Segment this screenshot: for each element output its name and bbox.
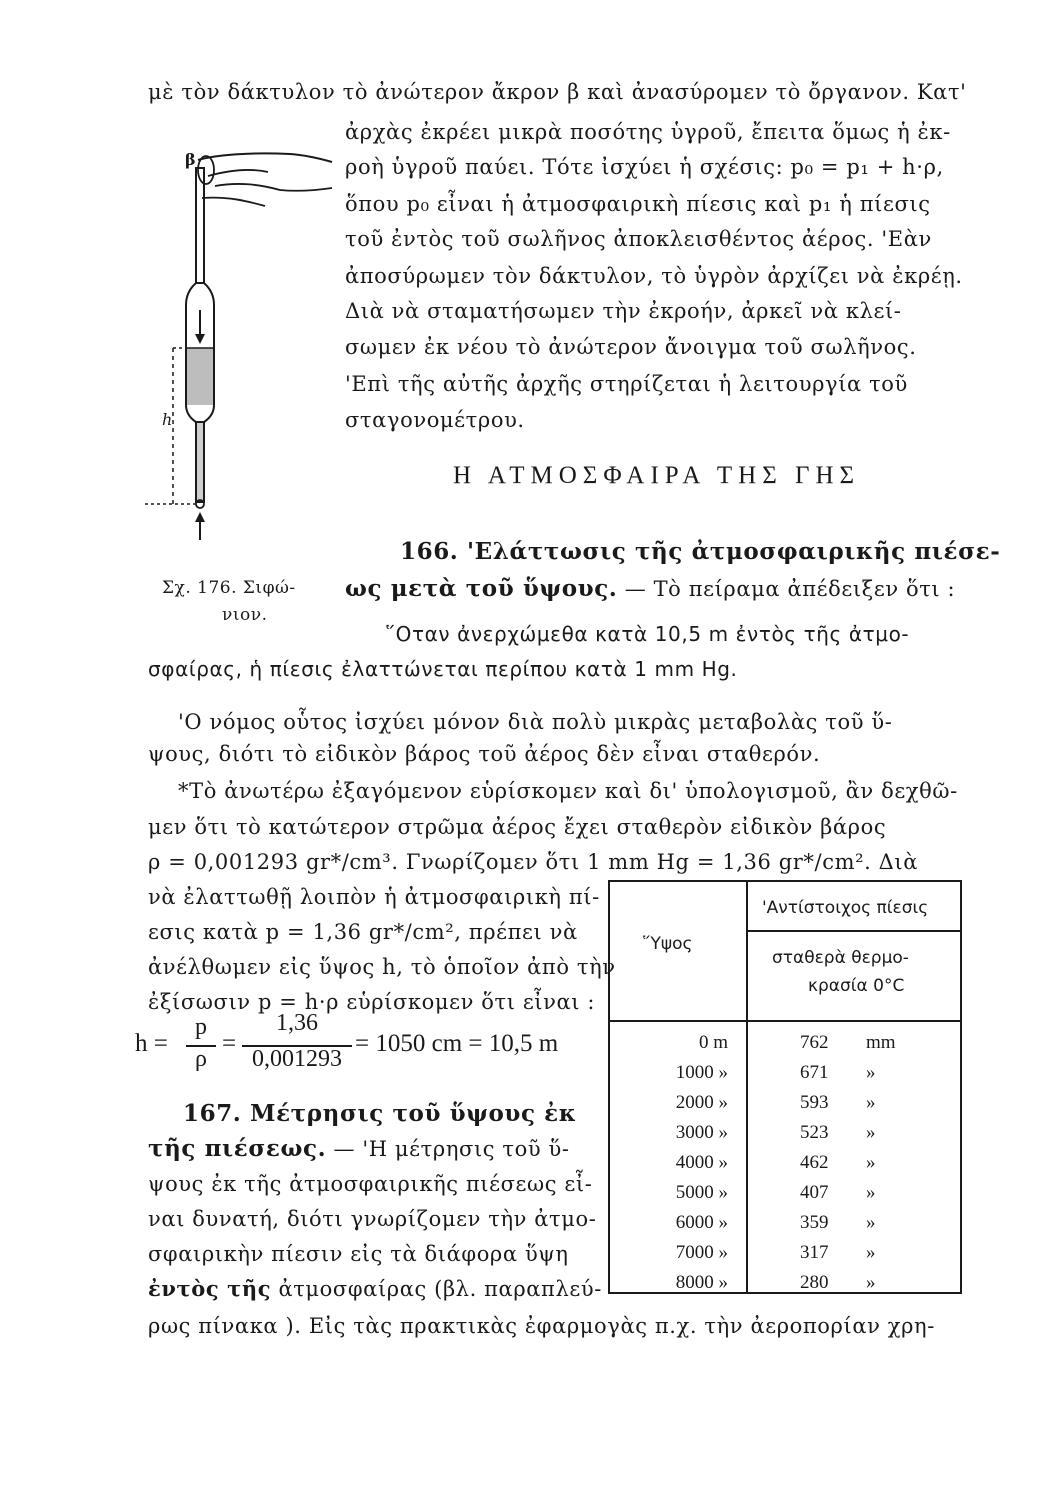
table-cell-pressure: 359 (800, 1212, 829, 1233)
table-cell-height: 2000 » (675, 1092, 728, 1113)
table-cell-height: 4000 » (675, 1152, 728, 1173)
formula-rhs: = 1050 cm = 10,5 m (355, 1030, 559, 1057)
table-subheader-cont: κρασία 0°C (808, 976, 905, 996)
table-cell-pressure: 462 (800, 1152, 829, 1173)
text-line: μὲ τὸν δάκτυλον τὸ ἀνώτερον ἄκρον β καὶ ἀνασύρομεν τὸ ὄργανον. Κατ' (148, 80, 967, 104)
text-line: Διὰ νὰ σταματήσωμεν τὴν ἐκροήν, ἀρκεῖ νὰ κλεί- (345, 299, 902, 323)
text-bold: ἐντὸς τῆς (148, 1276, 272, 1301)
fraction2-numerator: 1,36 (276, 1010, 318, 1036)
table-cell-unit: » (866, 1062, 876, 1083)
text-line: σωμεν ἐκ νέου τὸ ἀνώτερον ἄνοιγμα τοῦ σωλῆνος. (345, 335, 917, 359)
table-cell-unit: » (866, 1272, 876, 1293)
section-167-heading: 167. Μέτρησις τοῦ ὕψους ἐκ (183, 1100, 577, 1127)
table-cell-pressure: 593 (800, 1092, 829, 1113)
text-line: νὰ ἐλαττωθῇ λοιπὸν ἡ ἀτμοσφαιρικὴ πί- (148, 885, 600, 909)
table-cell-height: 8000 » (675, 1272, 728, 1293)
fraction1-numerator: p (195, 1014, 207, 1040)
figure-caption: Σχ. 176. Σιφώ- (162, 578, 296, 598)
text-line: ρ = 0,001293 gr*/cm³. Γνωρίζομεν ὅτι 1 mm Hg = 1,36 gr*/cm². Διὰ (148, 850, 919, 874)
law-statement-cont: σφαίρας, ἡ πίεσις ἐλαττώνεται περίπου κατὰ 1 mm Hg. (148, 657, 738, 681)
table-cell-unit: mm (866, 1032, 896, 1053)
table-divider-header (748, 930, 960, 932)
text-line: ἀνέλθωμεν εἰς ὕψος h, τὸ ὁποῖον ἀπὸ τὴν (148, 955, 616, 979)
text-line: ροὴ ὑγροῦ παύει. Τότε ἰσχύει ἡ σχέσις: p₀ = p₁ + h·ρ, (345, 155, 944, 179)
text-line: εσις κατὰ p = 1,36 gr*/cm², πρέπει νὰ (148, 920, 578, 944)
text-line: σφαιρικὴν πίεσιν εἰς τὰ διάφορα ὕψη (148, 1242, 569, 1266)
text-line: μεν ὅτι τὸ κατώτερον στρῶμα ἀέρος ἔχει σταθερὸν εἰδικὸν βάρος (148, 815, 887, 839)
table-cell-height: 6000 » (675, 1212, 728, 1233)
text-line: ναι δυνατή, διότι γνωρίζομεν τὴν ἀτμο- (148, 1207, 597, 1231)
altitude-pressure-table (608, 880, 962, 1294)
table-cell-pressure: 280 (800, 1272, 829, 1293)
text-line: 'Επὶ τῆς αὐτῆς ἀρχῆς στηρίζεται ἡ λειτουργία τοῦ (345, 372, 908, 396)
table-cell-unit: » (866, 1182, 876, 1203)
section-167-heading-cont (148, 1135, 570, 1163)
section-166-heading-cont (345, 575, 955, 603)
siphon-illustration (140, 140, 340, 560)
table-cell-unit: » (866, 1152, 876, 1173)
section-167-heading-rest: — 'Η μέτρησις τοῦ ὕ- (333, 1137, 570, 1161)
text-line: *Τὸ ἀνωτέρω ἐξαγόμενον εὑρίσκομεν καὶ δι' ὑπολογισμοῦ, ἂν δεχθῶ- (178, 779, 958, 803)
text-line: 'Ο νόμος οὗτος ἰσχύει μόνον διὰ πολὺ μικρὰς μεταβολὰς τοῦ ὕ- (178, 710, 893, 734)
formula-equals: = (222, 1030, 237, 1057)
table-cell-height: 0 m (698, 1032, 728, 1053)
table-cell-pressure: 317 (800, 1242, 829, 1263)
section-166-heading-bold: ως μετὰ τοῦ ὕψους. (345, 575, 618, 602)
text-line: ἐξίσωσιν p = h·ρ εὑρίσκομεν ὅτι εἶναι : (148, 990, 596, 1014)
table-cell-unit: » (866, 1242, 876, 1263)
table-cell-height: 7000 » (675, 1242, 728, 1263)
formula-lhs: h = (135, 1030, 168, 1057)
table-divider-vertical (746, 882, 748, 1292)
table-cell-unit: » (866, 1212, 876, 1233)
table-cell-pressure: 671 (800, 1062, 829, 1083)
fraction1-denominator: ρ (195, 1046, 207, 1072)
section-title: Η ΑΤΜΟΣΦΑΙΡΑ ΤΗΣ ΓΗΣ (453, 462, 861, 489)
text-line: τοῦ ἐντὸς τοῦ σωλῆνος ἀποκλεισθέντος ἀέρος. 'Εὰν (345, 227, 932, 251)
figure-label-h: h (162, 410, 173, 429)
text-line: ψους, διότι τὸ εἰδικὸν βάρος τοῦ ἀέρος δὲν εἶναι σταθερόν. (148, 742, 821, 766)
text-line: ὅπου p₀ εἶναι ἡ ἀτμοσφαιρικὴ πίεσις καὶ p₁ ἡ πίεσις (345, 192, 931, 216)
text-line: ρως πίνακα ). Εἰς τὰς πρακτικὰς ἐφαρμογὰς π.χ. τὴν ἀεροπορίαν χρη- (148, 1314, 935, 1338)
law-statement: ῞Οταν ἀνερχώμεθα κατὰ 10,5 m ἐντὸς τῆς ἀτμο- (385, 622, 910, 646)
table-cell-height: 3000 » (675, 1122, 728, 1143)
section-166-heading: 166. 'Ελάττωσις τῆς ἀτμοσφαιρικῆς πιέσε- (400, 538, 1001, 565)
fraction2-denominator: 0,001293 (252, 1046, 342, 1072)
table-cell-pressure: 407 (800, 1182, 829, 1203)
text-line: σταγονομέτρου. (345, 408, 525, 432)
figure-label-beta: β (185, 150, 196, 169)
section-167-heading-bold: τῆς πιέσεως. (148, 1135, 327, 1162)
table-header-pressure: 'Αντίστοιχος πίεσις (762, 898, 929, 918)
text-rest: ἀτμοσφαίρας (βλ. παραπλεύ- (278, 1277, 602, 1301)
text-line (148, 1275, 602, 1303)
text-line: ἀρχὰς ἐκρέει μικρὰ ποσότης ὑγροῦ, ἔπειτα ὅμως ἡ ἐκ- (345, 120, 951, 144)
figure-caption-cont: νιον. (222, 605, 268, 625)
table-cell-height: 5000 » (675, 1182, 728, 1203)
table-cell-height: 1000 » (675, 1062, 728, 1083)
table-divider-body (610, 1020, 960, 1022)
siphon-figure (140, 140, 340, 560)
table-subheader: σταθερὰ θερμο- (772, 948, 909, 968)
table-cell-unit: » (866, 1092, 876, 1113)
table-header-height: ῞Υψος (642, 934, 693, 954)
table-cell-pressure: 762 (800, 1032, 829, 1053)
table-cell-pressure: 523 (800, 1122, 829, 1143)
table-cell-unit: » (866, 1122, 876, 1143)
text-line: ἀποσύρωμεν τὸν δάκτυλον, τὸ ὑγρὸν ἀρχίζει νὰ ἐκρέῃ. (345, 264, 963, 288)
section-166-heading-rest: — Τὸ πείραμα ἀπέδειξεν ὅτι : (624, 577, 956, 601)
text-line: ψους ἐκ τῆς ἀτμοσφαιρικῆς πιέσεως εἶ- (148, 1172, 593, 1196)
